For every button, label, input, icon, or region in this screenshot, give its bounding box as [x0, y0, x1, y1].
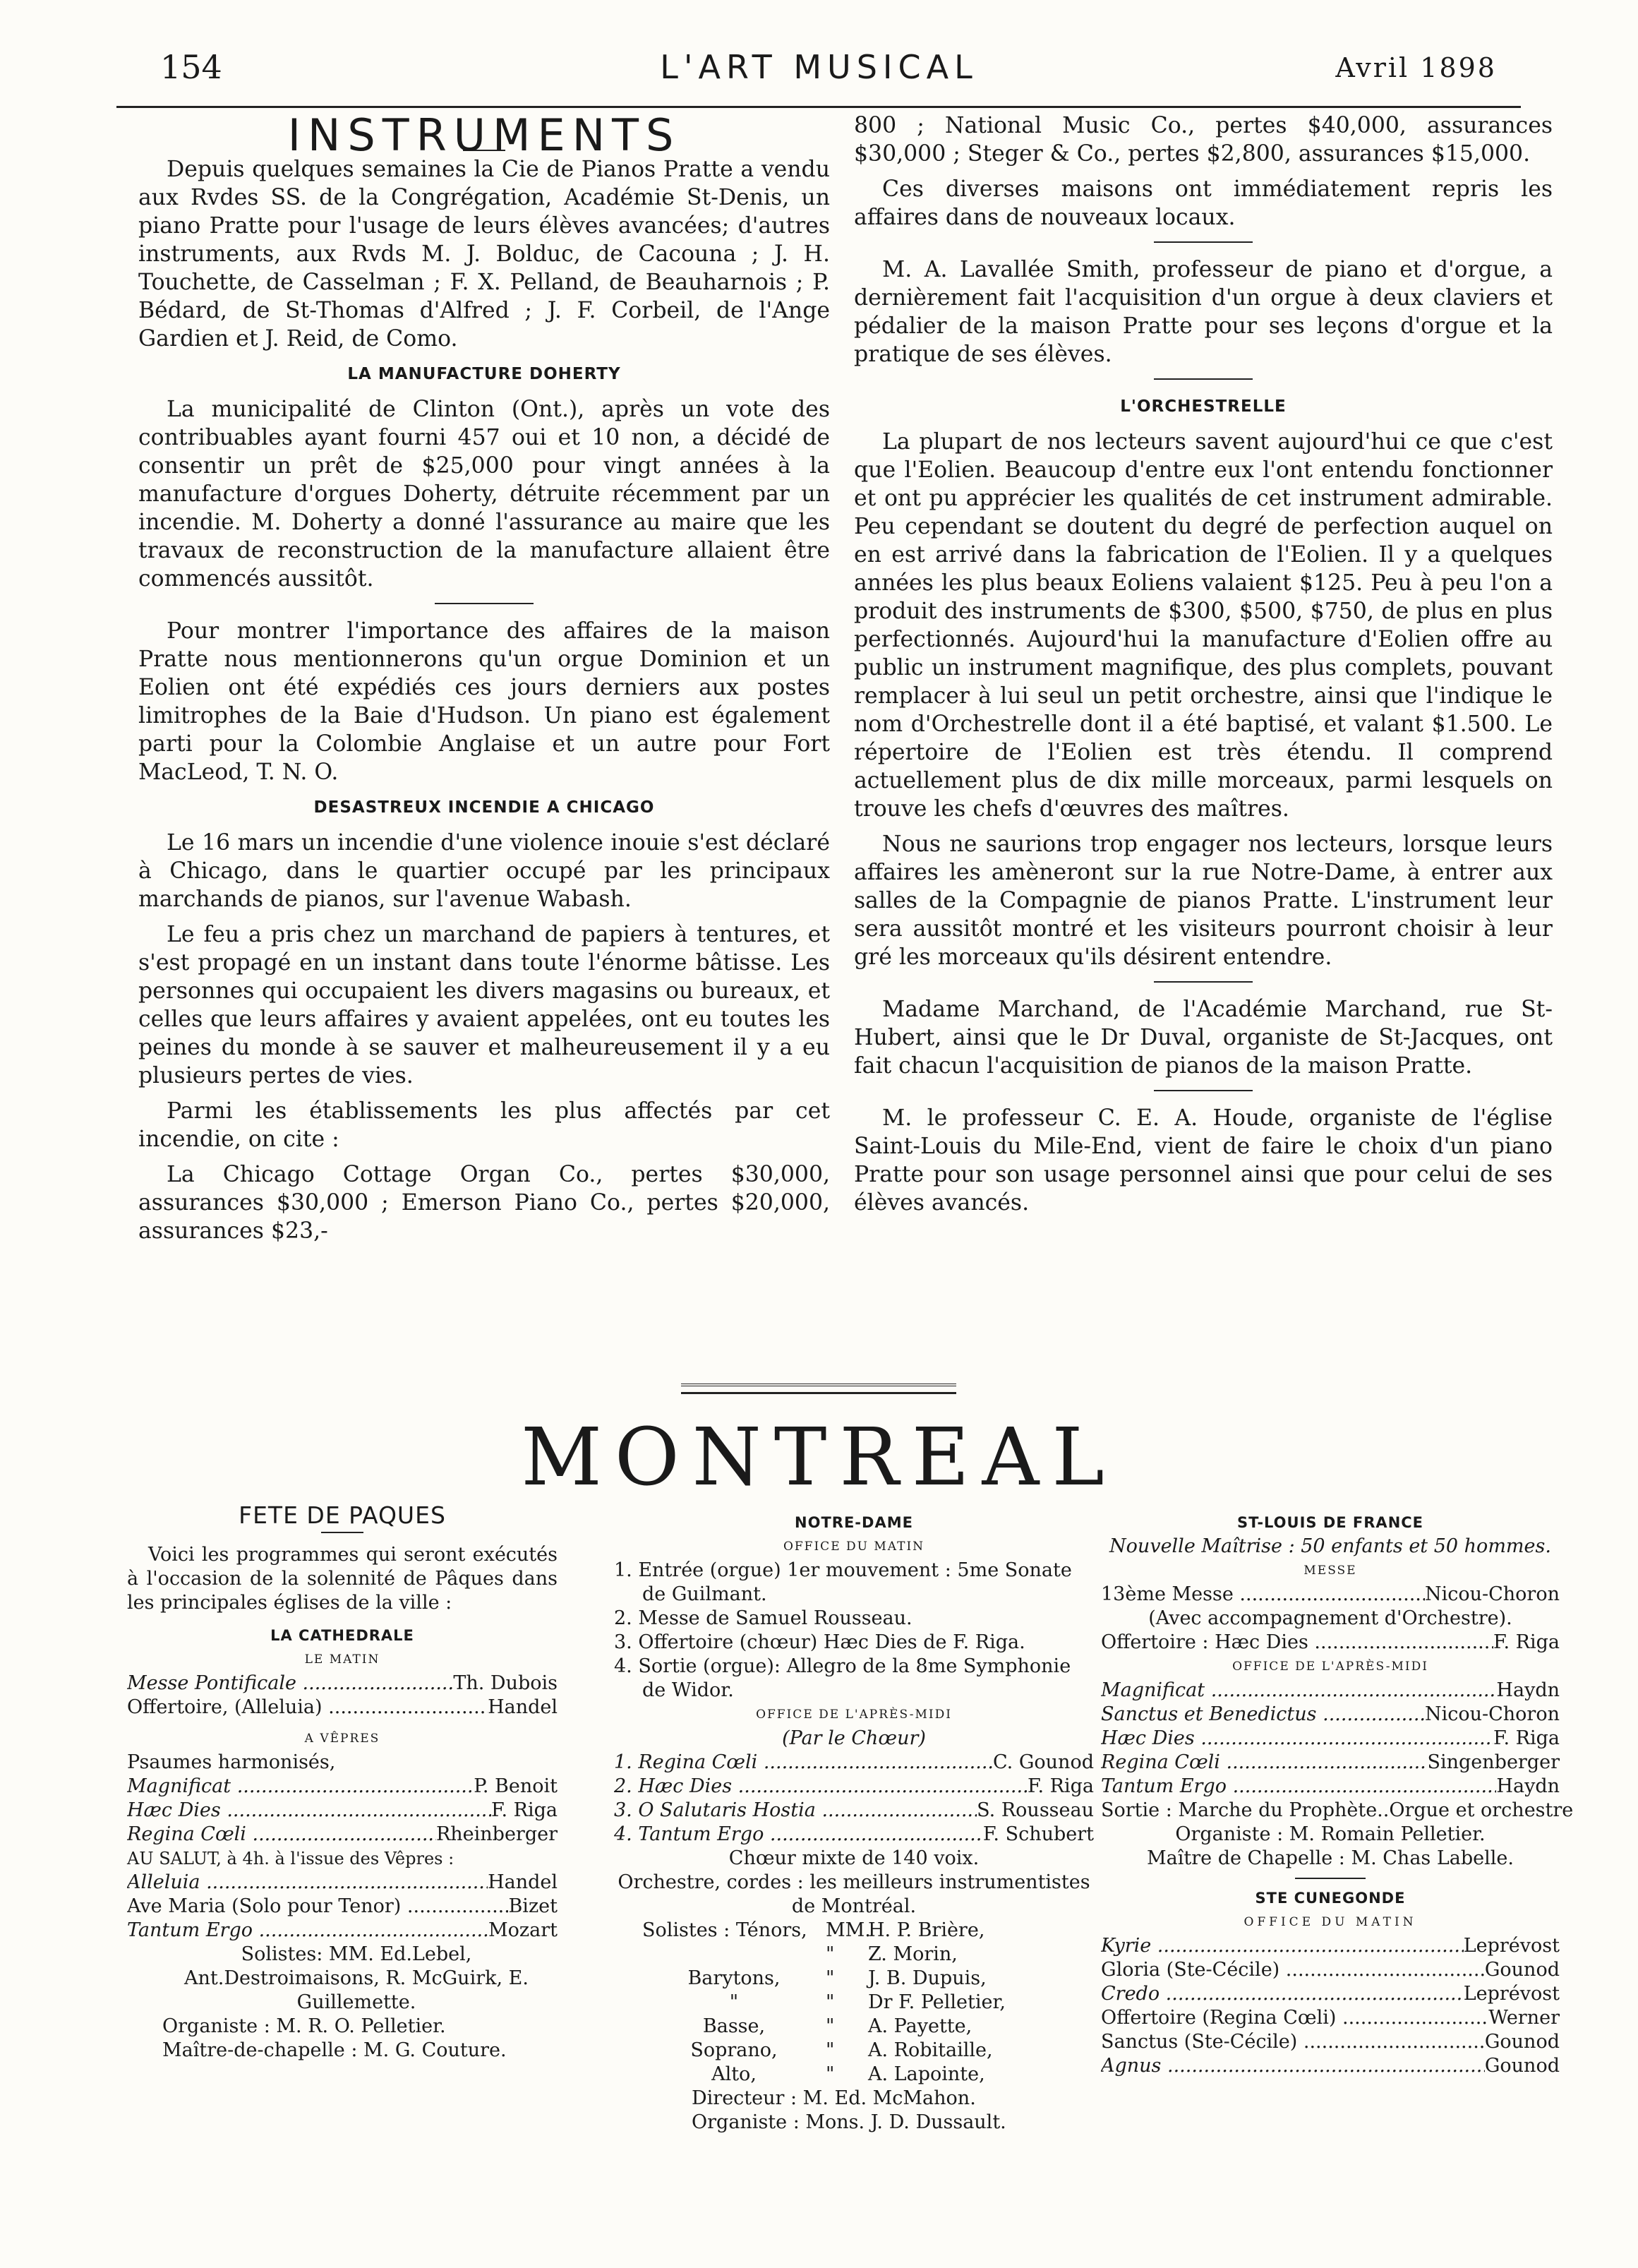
soloist-row: Soprano, " A. Robitaille, [690, 2039, 993, 2061]
paques-title: FETE DE PAQUES [239, 1501, 446, 1529]
cathedrale-title: LA CATHEDRALE [270, 1627, 414, 1644]
chicago-title: DESASTREUX INCENDIE A CHICAGO [313, 798, 655, 817]
program-row: 3. O Salutaris Hostia ..... S. Rousseau [614, 1799, 1094, 1823]
instruments-text: Depuis quelques semaines la Cie de Pianos Pratte a vendu aux Rvdes SS. de la Congrégation, Académie St-Denis, un piano Pratte pour l'usage de leurs élèves avancées; d'autres instruments, aux Rvds M. J. Bolduc, de Cacouna ; J. H. Touchette, de Casselman ; F. X. Pelland, de Beauharnois ; P. Bédard, de St-Thomas d'Alfred ; J. F. Corbeil, de l'Ange Gardien et J. Reid, de Como. [138, 157, 830, 352]
divider [1154, 1090, 1253, 1091]
program-row: Messe Pontificale ..... Th. Dubois [127, 1672, 558, 1696]
header-rule [116, 106, 1521, 108]
program-row: Tantum Ergo ..... Haydn [1101, 1775, 1560, 1799]
chicago-paragraph: Le feu a pris chez un marchand de papiers à tentures, et s'est propagé en un instant dans toute l'énorme bâtisse. Les personnes qui occupaient les divers magasins ou bureaux, et celles que leurs affaires y avaient appelées, ont eu toutes les peines du monde à se sauver et malheureusement il y a eu plusieurs pertes de vies. [138, 922, 830, 1088]
houde-text: M. le professeur C. E. A. Houde, organiste de l'église Saint-Louis du Mile-End, vient de faire le choix d'un piano Pratte pour son usage personnel ainsi que pour celui de ses élèves avancés. [854, 1105, 1553, 1216]
program-row: Gloria (Ste-Cécile) ..... Gounod [1101, 1958, 1560, 1982]
program-row: Regina Cœli ..... Singenberger [1101, 1751, 1560, 1775]
soloist-row: Basse, " A. Payette, [702, 2015, 972, 2037]
chicago-paragraph: Parmi les établissements les plus affectés par cet incendie, on cite : [138, 1098, 830, 1152]
notre-dame-title: NOTRE-DAME [795, 1514, 913, 1531]
program-row: Kyrie ..... Leprévost [1101, 1934, 1560, 1958]
soloist-row: " " Dr F. Pelletier, [729, 1991, 1006, 2013]
program-row: Offertoire, (Alleluia) ..... Handel [127, 1696, 558, 1720]
program-row: Alleluia ..... Handel [127, 1871, 558, 1895]
salut-line: AU SALUT, à 4h. à l'issue des Vêpres : [127, 1849, 454, 1868]
page-number: 154 [160, 48, 222, 86]
program-line: 2. Messe de Samuel Rousseau. [614, 1607, 913, 1629]
chicago-paragraph: Ces diverses maisons ont immédiatement repris les affaires dans de nouveaux locaux. [854, 176, 1553, 230]
program-row: Agnus ..... Gounod [1101, 2054, 1560, 2078]
doherty-title: LA MANUFACTURE DOHERTY [347, 365, 621, 383]
marchand-text: Madame Marchand, de l'Académie Marchand, rue St-Hubert, ainsi que le Dr Duval, organiste de St-Jacques, ont fait chacun l'acquisition de pianos de la maison Pratte. [854, 997, 1553, 1079]
montreal-title: MONTREAL [521, 1412, 1117, 1504]
program-row: Regina Cœli ..... Rheinberger [127, 1823, 558, 1847]
chicago-paragraph: La Chicago Cottage Organ Co., pertes $30,000, assurances $30,000 ; Emerson Piano Co., pertes $20,000, assurances $23,- [138, 1162, 830, 1244]
section-rule [681, 1384, 956, 1386]
divider [1295, 1878, 1366, 1879]
soloist-row: Barytons, " J. B. Dupuis, [687, 1967, 987, 1989]
messe-label: MESSE [1303, 1564, 1357, 1578]
orchestrelle-title: L'ORCHESTRELLE [1120, 397, 1287, 416]
cathedrale-vepres: A VÊPRES [304, 1732, 380, 1746]
doherty-text: La municipalité de Clinton (Ont.), après un vote des contribuables ayant fourni 457 oui et 10 non, a décidé de consentir un prêt de $25,000 pour vingt années à la manufacture d'orgues Doherty, détruite récemment par un incendie. M. Doherty a donné l'assurance au maire que les travaux de reconstruction de la manufacture allaient être commencés aussitôt. [138, 397, 830, 592]
program-row: Offertoire : Hæc Dies ..... F. Riga [1101, 1631, 1560, 1655]
divider [321, 1532, 363, 1533]
program-row: 2. Hæc Dies ..... F. Riga [614, 1775, 1094, 1799]
program-row: Offertoire (Regina Cœli) ..... Werner [1101, 2006, 1560, 2030]
paques-column [127, 1501, 558, 2063]
st-louis-maitre: Maître de Chapelle : M. Chas Labelle. [1147, 1847, 1514, 1869]
program-row: Sanctus et Benedictus ..... Nicou-Choron [1101, 1703, 1560, 1727]
organiste-line: Organiste : Mons. J. D. Dussault. [692, 2111, 1006, 2133]
par-choeur: (Par le Chœur) [782, 1727, 926, 1749]
avec-line: (Avec accompagnement d'Orchestre). [1148, 1607, 1512, 1629]
instruments-title: INSTRUMENTS [287, 109, 681, 161]
st-louis-title: ST-LOUIS DE FRANCE [1236, 1514, 1424, 1531]
directeur-line: Directeur : M. Ed. McMahon. [692, 2087, 976, 2109]
psaumes-line: Psaumes harmonisés, [127, 1751, 336, 1773]
notre-dame-column [614, 1511, 1094, 2135]
cathedrale-maitre: Maître-de-chapelle : M. G. Couture. [162, 2039, 507, 2061]
soloist-row: " Z. Morin, [826, 1943, 958, 1965]
solistes-table [614, 1919, 1094, 2087]
orchestrelle-paragraph: Nous ne saurions trop engager nos lecteurs, lorsque leurs affaires les amèneront sur la rue Notre-Dame, à entrer aux salles de la Compagnie de pianos Pratte. L'instrument leur sera aussitôt montré et les visiteurs pourront choisir à leur gré les morceaux qu'ils désirent entendre. [854, 832, 1553, 970]
st-louis-apres: OFFICE DE L'APRÈS-MIDI [1232, 1660, 1428, 1674]
chicago-paragraph: 800 ; National Music Co., pertes $40,000, assurances $30,000 ; Steger & Co., pertes $2,800, assurances $15,000. [854, 113, 1553, 167]
orchestrelle-paragraph: La plupart de nos lecteurs savent aujourd'hui ce que c'est que l'Eolien. Beaucoup d'entre eux l'ont entendu fonctionner et ont pu apprécier les qualités de cet instrument admirable. Peu cependant se doutent du degré de perfection auquel on en est arrivé dans la fabrication de l'Eolien. Il y a quelques années les plus beaux Eoliens valaient $125. Peu à peu l'on a produit des instruments de $300, $500, $750, de plus en plus perfectionnés. Aujourd'hui la manufacture d'Eolien offre au public un instrument magnifique, des plus complets, pouvant remplacer à lui seul un petit orchestre, ainsi que l'indique le nom d'Orchestrelle dont il a été baptisé, et valant $1.500. Le répertoire de l'Eolien est très étendu. Il comprend actuellement plus de dix mille morceaux, parmi lesquels on trouve les chefs d'œuvres des maîtres. [854, 429, 1553, 822]
program-row: Magnificat ..... Haydn [1101, 1679, 1560, 1703]
divider [1154, 981, 1253, 983]
soloist-row: Solistes : Ténors, MM. H. P. Brière, [642, 1919, 985, 1941]
program-row: Hæc Dies ..... F. Riga [1101, 1727, 1560, 1751]
st-louis-organiste: Organiste : M. Romain Pelletier. [1175, 1823, 1486, 1845]
orchestre-line: Orchestre, cordes : les meilleurs instrumentistes de Montréal. [618, 1871, 1090, 1917]
program-line: 1. Entrée (orgue) 1er mouvement : 5me Sonate de Guilmant. [614, 1559, 1072, 1605]
cathedrale-solistes: Solistes: MM. Ed.Lebel, Ant.Destroimaisons, R. McGuirk, E. Guillemette. [184, 1943, 529, 2013]
divider [1154, 241, 1253, 243]
soloist-row: Alto, " A. Lapointe, [711, 2063, 985, 2085]
program-row: 4. Tantum Ergo ..... F. Schubert [614, 1823, 1094, 1847]
pratte-text: Pour montrer l'importance des affaires de la maison Pratte nous mentionnerons qu'un orgue Dominion et un Eolien ont été expédiés ces jours derniers aux postes limitrophes de la Baie d'Hudson. Un piano est également parti pour la Colombie Anglaise et un autre pour Fort MacLeod, T. N. O. [138, 618, 830, 785]
program-row: Ave Maria (Solo pour Tenor) ..... Bizet [127, 1895, 558, 1919]
journal-title: L'ART MUSICAL [660, 48, 978, 86]
sortie-line: Sortie : Marche du Prophète..Orgue et orchestre [1101, 1799, 1574, 1821]
divider [435, 603, 534, 604]
right-column [854, 112, 1553, 1224]
notre-dame-apres: OFFICE DE L'APRÈS-MIDI [756, 1708, 952, 1722]
divider [1154, 378, 1253, 380]
maitrise-line: Nouvelle Maîtrise : 50 enfants et 50 hommes. [1109, 1535, 1551, 1557]
ste-cunegonde-matin: OFFICE DU MATIN [1243, 1915, 1417, 1929]
section-rule [681, 1392, 956, 1394]
issue-date: Avril 1898 [1335, 52, 1497, 83]
st-louis-column [1101, 1511, 1574, 2078]
cathedrale-organiste: Organiste : M. R. O. Pelletier. [162, 2015, 446, 2037]
program-row: 13ème Messe ..... Nicou-Choron [1101, 1583, 1560, 1607]
program-row: Tantum Ergo ..... Mozart [127, 1919, 558, 1943]
program-row: Sanctus (Ste-Cécile) ..... Gounod [1101, 2030, 1560, 2054]
notre-dame-matin: OFFICE DU MATIN [783, 1540, 925, 1554]
cathedrale-matin: LE MATIN [304, 1652, 380, 1667]
paques-intro: Voici les programmes qui seront exécutés à l'occasion de la solennité de Pâques dans les principales églises de la ville : [127, 1544, 558, 1614]
left-column [138, 109, 830, 1252]
program-row: Credo ..... Leprévost [1101, 1982, 1560, 2006]
program-row: Hæc Dies ..... F. Riga [127, 1799, 558, 1823]
ste-cunegonde-title: STE CUNEGONDE [1255, 1890, 1406, 1907]
chicago-paragraph: Le 16 mars un incendie d'une violence inouie s'est déclaré à Chicago, dans le quartier occupé par les principaux marchands de pianos, sur l'avenue Wabash. [138, 830, 830, 912]
program-line: 4. Sortie (orgue): Allegro de la 8me Symphonie de Widor. [614, 1655, 1071, 1701]
choeur-line: Chœur mixte de 140 voix. [728, 1847, 980, 1869]
program-line: 3. Offertoire (chœur) Hæc Dies de F. Riga. [614, 1631, 1025, 1653]
program-row: Magnificat ..... P. Benoit [127, 1775, 558, 1799]
program-row: 1. Regina Cœli ..... C. Gounod [614, 1751, 1094, 1775]
lavallee-text: M. A. Lavallée Smith, professeur de piano et d'orgue, a dernièrement fait l'acquisition d'un orgue à deux claviers et pédalier de la maison Pratte pour ses leçons d'orgue et la pratique de ses élèves. [854, 257, 1553, 367]
